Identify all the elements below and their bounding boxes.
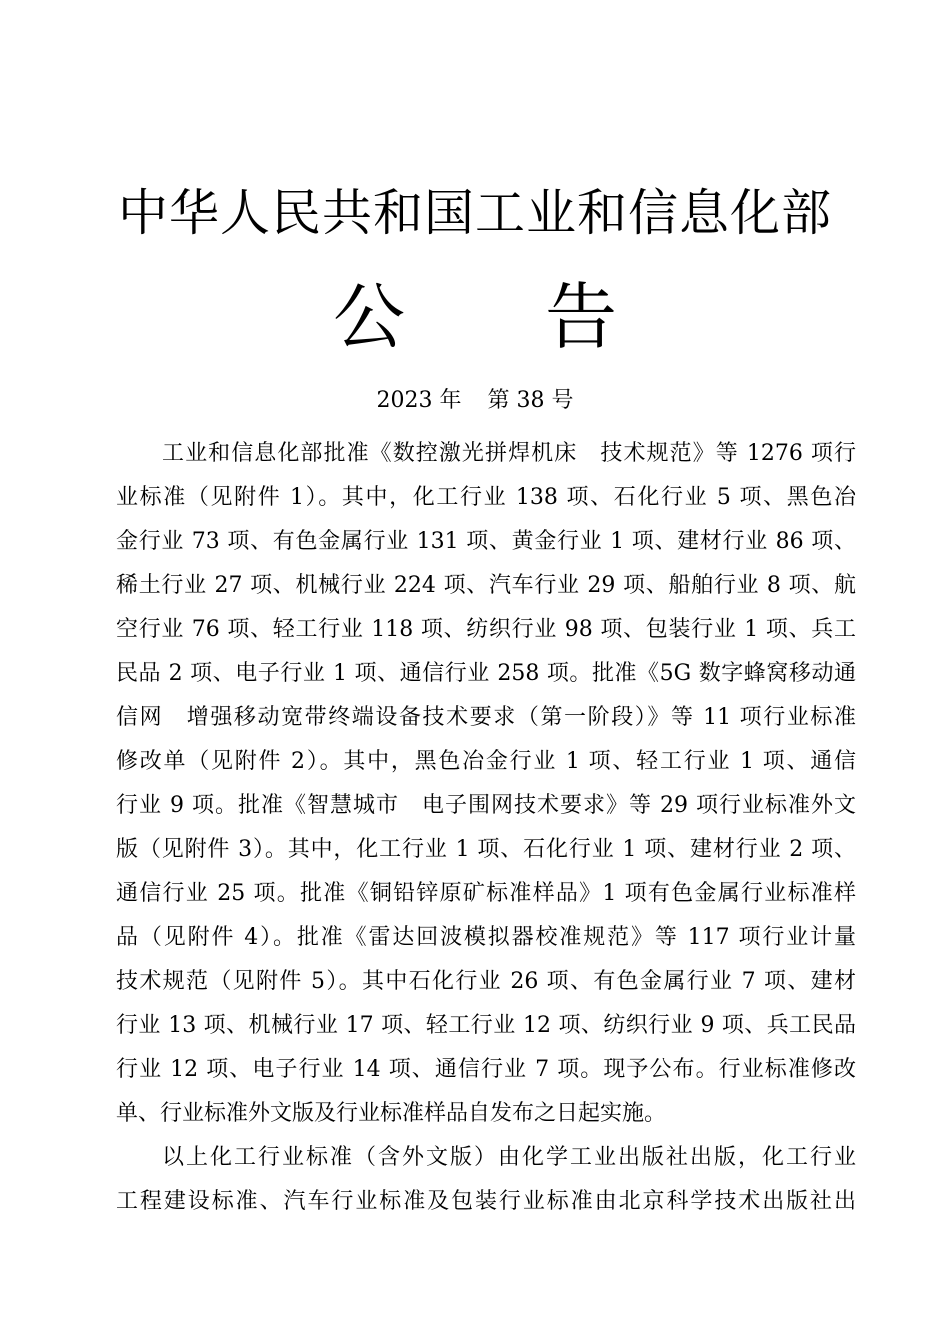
paragraph-1-line: 行业 13 项、机械行业 17 项、轻工行业 12 项、纺织行业 9 项、兵工民品	[116, 1013, 856, 1038]
document-type-char-1: 公	[332, 275, 405, 359]
paragraph-2-line: 以上化工行业标准（含外文版）由化学工业出版社出版，化工行业	[162, 1145, 856, 1170]
paragraph-1-line: 民品 2 项、电子行业 1 项、通信行业 258 项。批准《5G 数字蜂窝移动通	[116, 661, 856, 686]
paragraph-1-line: 金行业 73 项、有色金属行业 131 项、黄金行业 1 项、建材行业 86 项、	[116, 529, 856, 554]
paragraph-1-line: 信网 增强移动宽带终端设备技术要求（第一阶段）》等 11 项行业标准	[116, 705, 856, 730]
paragraph-1-line: 工业和信息化部批准《数控激光拼焊机床 技术规范》等 1276 项行	[162, 441, 856, 466]
paragraph-1-line: 技术规范（见附件 5）。其中石化行业 26 项、有色金属行业 7 项、建材	[116, 969, 856, 994]
ministry-title: 中华人民共和国工业和信息化部	[118, 184, 832, 242]
document-type-char-2: 告	[545, 275, 618, 359]
document-number	[0, 386, 950, 416]
document-year: 2023 年	[376, 388, 462, 413]
announcement-body	[116, 432, 856, 1224]
paragraph-1-line: 修改单（见附件 2）。其中，黑色冶金行业 1 项、轻工行业 1 项、通信	[116, 749, 856, 774]
paragraph-1-line: 版（见附件 3）。其中，化工行业 1 项、石化行业 1 项、建材行业 2 项、	[116, 837, 856, 862]
paragraph-1-line: 空行业 76 项、轻工行业 118 项、纺织行业 98 项、包装行业 1 项、兵工	[116, 617, 856, 642]
paragraph-1-line: 行业 12 项、电子行业 14 项、通信行业 7 项。现予公布。行业标准修改	[116, 1057, 856, 1082]
paragraph-1-line: 通信行业 25 项。批准《铜铅锌原矿标准样品》1 项有色金属行业标准样	[116, 881, 856, 906]
paragraph-1-line: 行业 9 项。批准《智慧城市 电子围网技术要求》等 29 项行业标准外文	[116, 793, 856, 818]
paragraph-1-line: 单、行业标准外文版及行业标准样品自发布之日起实施。	[116, 1101, 667, 1126]
paragraph-1-line: 品（见附件 4）。批准《雷达回波模拟器校准规范》等 117 项行业计量	[116, 925, 856, 950]
document-issue-number: 第 38 号	[487, 388, 574, 413]
paragraph-2-line: 工程建设标准、汽车行业标准及包装行业标准由北京科学技术出版社出	[116, 1189, 856, 1214]
paragraph-1-line: 稀土行业 27 项、机械行业 224 项、汽车行业 29 项、船舶行业 8 项、航	[116, 573, 856, 598]
paragraph-1-line: 业标准（见附件 1）。其中，化工行业 138 项、石化行业 5 项、黑色冶	[116, 485, 856, 510]
document-type-heading	[0, 272, 950, 362]
